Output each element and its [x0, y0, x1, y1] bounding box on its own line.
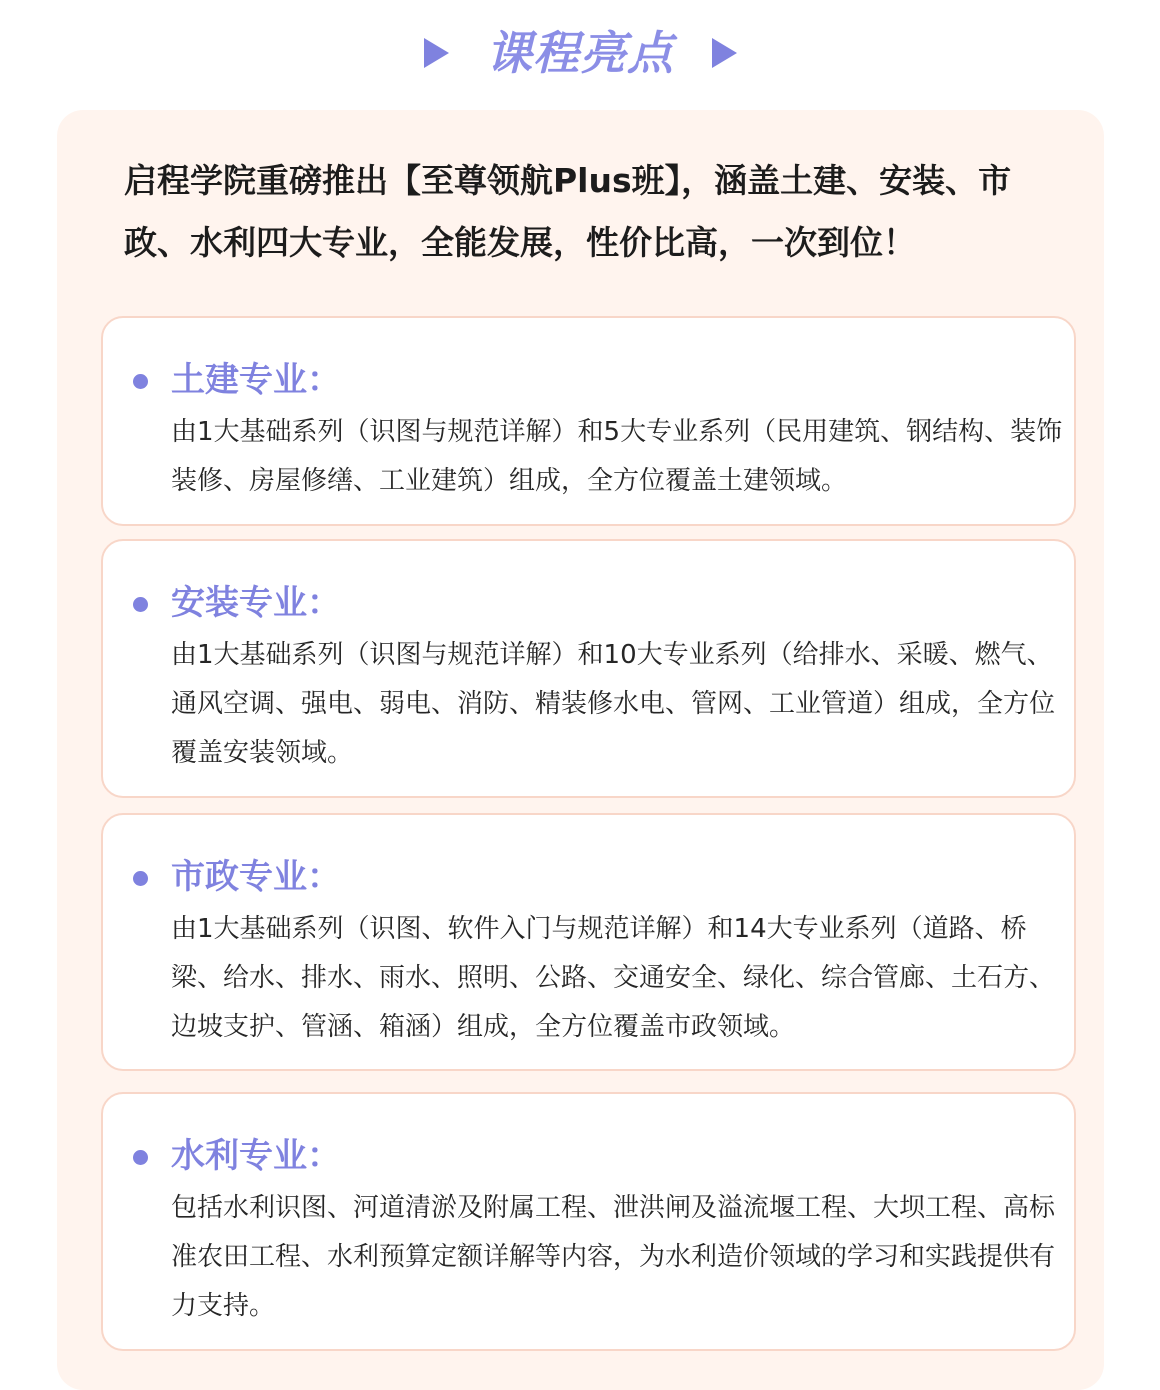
major-title: 土建专业： — [171, 360, 341, 400]
major-description: 包括水利识图、河道清淤及附属工程、泄洪闸及溢流堰工程、大坝工程、高标准农田工程、水利预算定额详解等内容，为水利造价领域的学习和实践提供有力支持。 — [171, 1193, 1056, 1321]
section-header — [0, 18, 1160, 88]
bullet-dot-icon — [133, 374, 148, 389]
major-card-civil — [101, 316, 1076, 526]
major-title: 安装专业： — [171, 583, 341, 623]
bullet-dot-icon — [133, 871, 148, 886]
major-card-installation — [101, 539, 1076, 798]
major-title: 水利专业： — [171, 1136, 341, 1176]
bullet-dot-icon — [133, 1150, 148, 1165]
bullet-dot-icon — [133, 597, 148, 612]
major-description: 由1大基础系列（识图、软件入门与规范详解）和14大专业系列（道路、桥梁、给水、排水、雨水、照明、公路、交通安全、绿化、综合管廊、土石方、边坡支护、管涵、箱涵）组成，全方位覆盖市政领域。 — [171, 914, 1056, 1042]
intro-text: 启程学院重磅推出【至尊领航Plus班】，涵盖土建、安装、市政、水利四大专业，全能发展，性价比高，一次到位！ — [124, 161, 1012, 262]
play-arrow-right-icon — [708, 35, 740, 71]
section-title: 课程亮点 — [486, 26, 674, 80]
major-card-hydraulic — [101, 1092, 1076, 1351]
major-description: 由1大基础系列（识图与规范详解）和5大专业系列（民用建筑、钢结构、装饰装修、房屋修缮、工业建筑）组成，全方位覆盖土建领域。 — [171, 417, 1063, 496]
play-arrow-left-icon — [420, 35, 452, 71]
major-card-municipal — [101, 813, 1076, 1071]
major-title: 市政专业： — [171, 857, 341, 897]
major-description: 由1大基础系列（识图与规范详解）和10大专业系列（给排水、采暖、燃气、通风空调、强电、弱电、消防、精装修水电、管网、工业管道）组成，全方位覆盖安装领域。 — [171, 640, 1056, 768]
